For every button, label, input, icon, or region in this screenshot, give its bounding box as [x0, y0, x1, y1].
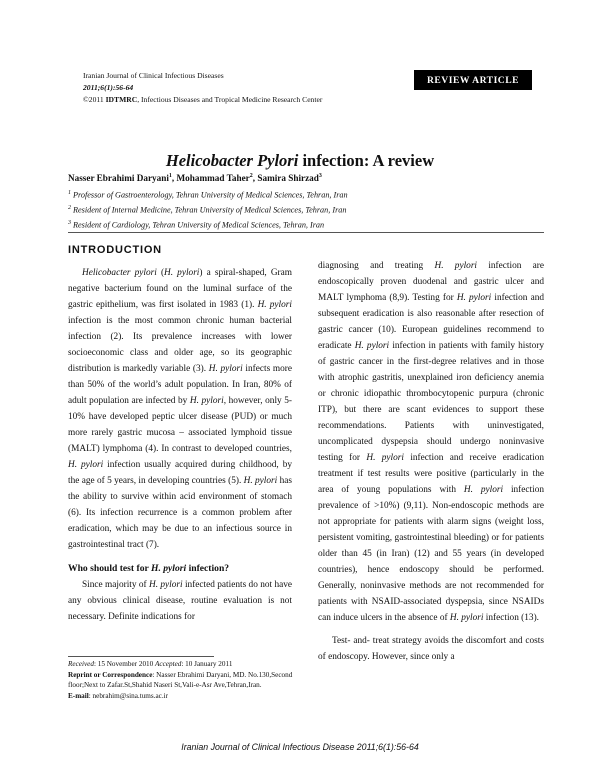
article-title: Helicobacter Pylori infection: A review — [165, 151, 435, 170]
body-paragraph: Since majority of H. pylori infected patients do not have any obvious clinical disease, routine evaluation is not necessary. Definite indications for — [68, 580, 293, 622]
author-name: Mohammad Taher — [176, 173, 250, 184]
author-name: Nasser Ebrahimi Daryani — [68, 173, 169, 184]
intro-paragraph: Helicobacter pylori (H. pylori) a spiral-shaped, Gram negative bacterium found on the luminal surface of the gastric epithelium, was first isolated in 1983 (1). H. pylori infection is the most common chronic human bacterial infection (2). Its prevalence increases with lower socioeconomic class and older age, so its geographic distribution is markedly variable (3). H. pylori infects more than 50% of the world’s adult population. In Iran, 80% of adult population are infected by H. pylori, however, only 5-10% have developed peptic ulcer disease (PUD) or much more rarely gastric mucosa – associated lymphoid tissue (MALT) lymphoma (4). In contrast to developed countries, H. pylori infection usually acquired during childhood, by the age of 5 years, in developing countries (5). H. pylori has the ability to survive within acid environment of stomach (6). Its infection recurrence is a common problem after eradication, which may be due to an infectious source in gastrointestinal tract (7). — [68, 268, 293, 550]
email-address[interactable]: : nebrahim@sina.tums.ac.ir — [88, 691, 169, 700]
email-line: E-mail: nebrahim@sina.tums.ac.ir — [68, 691, 169, 700]
article-type-badge: REVIEW ARTICLE — [414, 70, 532, 90]
subsection-heading: Who should test for H. pylori infection? — [68, 563, 230, 574]
affiliation: $^3$ Resident of Cardiology, Tehran University of Medical Sciences, Tehran, Iran — [68, 220, 325, 230]
correspondence-footnote — [68, 659, 296, 701]
author-name: Samira Shirzad — [257, 173, 319, 184]
journal-header — [83, 70, 322, 106]
journal-citation: 2011;6(1):56-64 — [83, 83, 134, 92]
left-column — [68, 255, 292, 625]
affiliation: $^2$ Resident of Internal Medicine, Tehran University of Medical Sciences, Tehran, Iran — [68, 205, 347, 215]
reprint-line: Reprint or Correspondence: Nasser Ebrahimi Daryani, MD. No.130,Second floor;Next to Zafar.St,Shahid Naseri St,Vali-e-Asr Ave,Tehran,Iran. — [68, 670, 293, 689]
affiliation: $^1$ Professor of Gastroenterology, Tehran University of Medical Sciences, Tehran, Iran — [68, 190, 348, 200]
copyright-line: ©2011 IDTMRC, Infectious Diseases and Tropical Medicine Research Center — [83, 95, 323, 104]
journal-name: Iranian Journal of Clinical Infectious Diseases — [83, 71, 224, 80]
right-column — [318, 258, 544, 665]
running-footer: Iranian Journal of Clinical Infectious Disease 2011;6(1):56-64 — [181, 742, 419, 752]
dates-line: Received: 15 November 2010 Accepted: 10 January 2011 — [68, 660, 233, 668]
section-heading: INTRODUCTION — [68, 244, 162, 256]
body-paragraph: diagnosing and treating H. pylori infection are endoscopically proven duodenal and gastric ulcer and MALT lymphoma (8,9). Testing for H. pylori infection and subsequent eradication is also reasonable after resection of gastric cancer (10). European guidelines recommend to eradicate H. pylori infection in patients with family history of gastric cancer in the first-degree relatives and in those with atrophic gastritis, unexplained iron deficiency anemia or chronic idiopathic thrombocytopenic purpura (chronic ITP), but there are scant evidences to support these recommendations. Patients with uninvestigated, uncomplicated dyspepsia should undergo noninvasive testing for H. pylori infection and receive eradication treatment if test results were positive (particularly in the area of young populations with H. pylori infection prevalence of >10%) (9,11). Non-endoscopic methods are not appropriate for patients with alarm signs (weight loss, persistent vomiting, gastrointestinal bleeding) or for patients older than 45 (in Iran) (12) and 55 years (in developed countries), hence endoscopy should be performed. Generally, noninvasive methods are not recommended for patients with NSAID-associated dyspepsia, since NSAIDs can induce ulcers in the absence of H. pylori infection (13). — [318, 261, 544, 623]
footnote-divider — [68, 656, 214, 657]
affiliation-list — [68, 187, 348, 232]
author-list: Nasser Ebrahimi Daryani$^1$, Mohammad Taher$^2$, Samira Shirzad$^3$ — [68, 173, 322, 184]
body-paragraph: Test- and- treat strategy avoids the discomfort and costs of endoscopy. However, since only a — [318, 636, 544, 662]
section-divider — [68, 232, 544, 233]
